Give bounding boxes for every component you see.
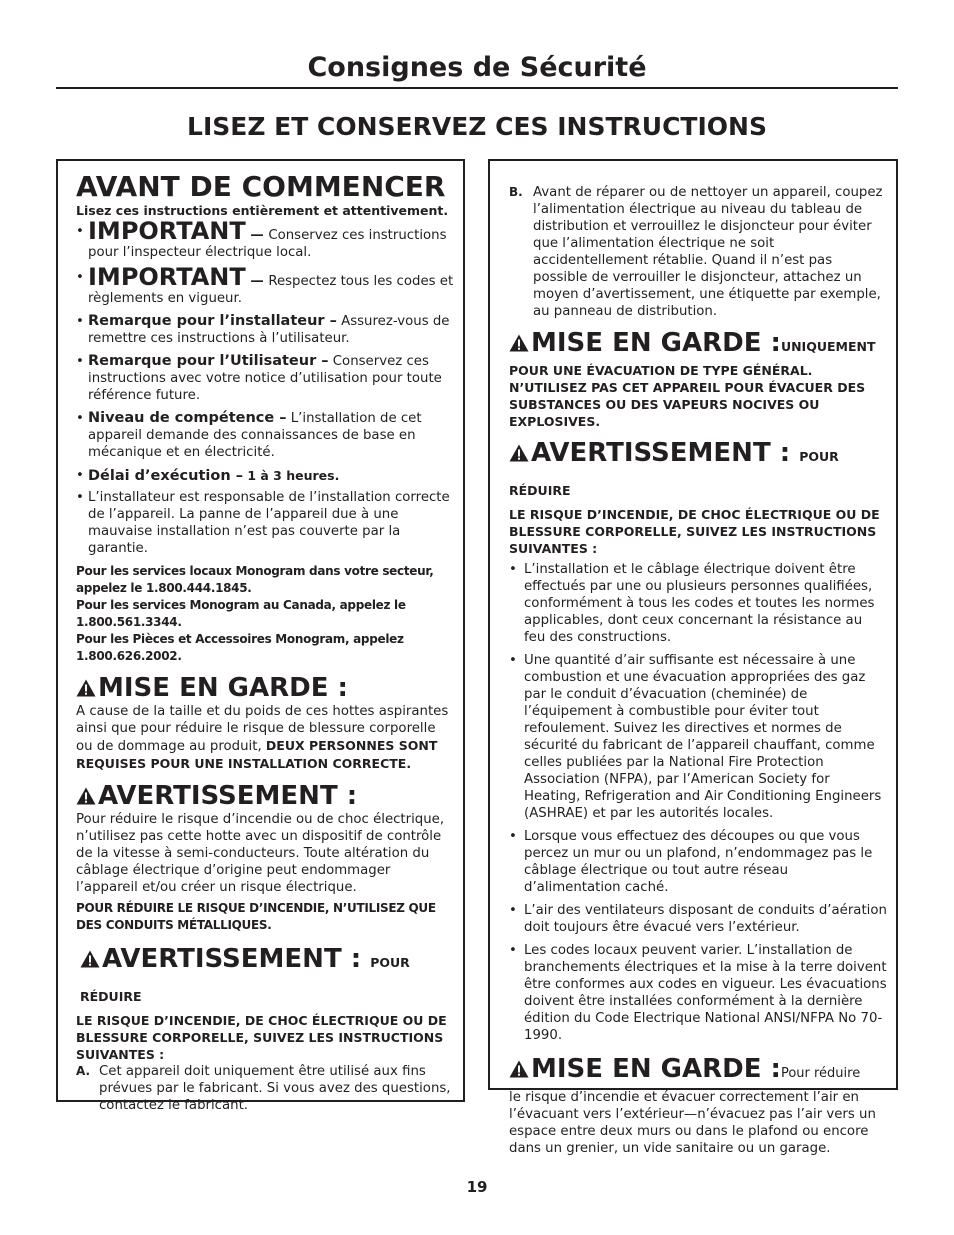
bullet-important-1: • IMPORTANT — Conservez ces instructions pour l’inspecteur électrique local. (76, 217, 447, 260)
warning-triangle-icon (76, 787, 96, 805)
bullet-important-2: • IMPORTANT — Respectez tous les codes et règlements en vigueur. (76, 263, 454, 306)
warning-text: Pour réduire le risque d’incendie ou de choc électrique, n’utilisez pas cette hotte avec un dispositif de contrôle de la vitesse à semi-conducteurs. Toute altération du câblage électrique d’origine peut endommager l’appareil et/ou créer un risque électrique. (76, 812, 445, 895)
left-column (76, 170, 454, 1114)
bullet-lead: Délai d’exécution – (88, 468, 243, 484)
warning-heading-right: AVERTISSEMENT : POUR RÉDUIRE (509, 438, 839, 498)
warning-triangle-icon (80, 950, 100, 968)
list-item: • L’air des ventilateurs disposant de conduits d’aération doit toujours être évacué vers l’extérieur. (509, 903, 887, 935)
warning-triangle-icon (76, 679, 96, 697)
bullet-installer-note: • Remarque pour l’installateur – Assurez-vous de remettre ces instructions à l’utilisateur. (76, 313, 450, 346)
list-item: • Une quantité d’air suffisante est nécessaire à une combustion et une évacuation appropriées des gaz par le conduit d’évacuation (cheminée) de l’équipement à combustible pour éviter tout refoulement. Suivez les directives et normes de sécurité du fabricant de l’appareil chauffant, comme celles publiées par la National Fire Protection Association (NFPA), par l’American Society for Heating, Refrigeration and Air Conditioning Engineers (ASHRAE) et par les autorités locales. (509, 653, 882, 821)
caution-heading-right-2: MISE EN GARDE :Pour réduire (509, 1054, 887, 1089)
service-line-local: Pour les services locaux Monogram dans votre secteur, appelez le 1.800.444.1845. (76, 564, 434, 595)
page-number: 19 (466, 1178, 488, 1196)
bullet-text: 1 à 3 heures. (242, 468, 340, 483)
warning-triangle-icon (509, 444, 529, 462)
warning-bold-text-right: LE RISQUE D’INCENDIE, DE CHOC ÉLECTRIQUE OU DE BLESSURE CORPORELLE, SUIVEZ LES INSTRUCTIONS SUIVANTES : (509, 507, 880, 556)
caution-text: A cause de la taille et du poids de ces hottes aspirantes ainsi que pour réduire le risque de blessure corporelle ou de dommage au produit, DEUX PERSONNES SONT REQUISES POUR UNE INSTALLATION CORRECTE. (76, 704, 449, 771)
instruction-item-b: B. Avant de réparer ou de nettoyer un appareil, coupez l’alimentation électrique au niveau du tableau de distribution et verrouillez le disjoncteur pour éviter que l’alimentation électrique ne soit accidentellement rétablie. Quand il n’est pas possible de verrouiller le disjoncteur, attachez un moyen d’avertissement, une étiquette par exemple, au panneau de distribution. (509, 185, 883, 319)
list-item: • Lorsque vous effectuez des découpes ou que vous percez un mur ou un plafond, n’endommagez pas le câblage électrique ou tout autre réseau d’alimentation caché. (509, 829, 873, 895)
instruction-item-a: A. Cet appareil doit uniquement être utilisé aux fins prévues par le fabricant. Si vous avez des questions, contactez le fabricant. (76, 1064, 451, 1113)
bullet-text: Respectez tous les codes et règlements en vigueur. (88, 274, 454, 306)
bullet-lead: Remarque pour l’installateur – (88, 313, 337, 329)
bullet-responsibility: • L’installateur est responsable de l’installation correcte de l’appareil. La panne de l’appareil due à une mauvaise installation n’est pas couverte par la garantie. (76, 490, 450, 556)
page-title: Consignes de Sécurité (307, 52, 647, 83)
bullet-text: Conservez ces instructions pour l’inspecteur électrique local. (88, 228, 447, 260)
bullet-text: L’installateur est responsable de l’installation correcte de l’appareil. La panne de l’appareil due à une mauvaise installation n’est pas couverte par la garantie. (88, 490, 450, 556)
warning-bold-text: POUR RÉDUIRE LE RISQUE D’INCENDIE, N’UTILISEZ QUE DES CONDUITS MÉTALLIQUES. (76, 901, 436, 932)
bullet-lead: IMPORTANT (88, 263, 246, 291)
bullet-skill-level: • Niveau de compétence – L’installation de cet appareil demande des connaissances de base en mécanique et en électricité. (76, 410, 422, 460)
bullet-text: Assurez-vous de remettre ces instructions à l’utilisateur. (88, 314, 450, 346)
warning-triangle-icon (509, 334, 529, 352)
caution-heading-right: MISE EN GARDE :UNIQUEMENT (509, 328, 887, 362)
right-column (509, 184, 887, 1157)
caution-bold-text: POUR UNE ÉVACUATION DE TYPE GÉNÉRAL. N’UTILISEZ PAS CET APPAREIL POUR ÉVACUER DES SUBSTANCES OU DES VAPEURS NOCIVES OU EXPLOSIVES. (509, 363, 866, 429)
bullet-user-note: • Remarque pour l’Utilisateur – Conservez ces instructions avec votre notice d’utilisation pour toute référence future. (76, 353, 442, 403)
section-heading: AVANT DE COMMENCER (76, 170, 446, 203)
service-line-parts: Pour les Pièces et Accessoires Monogram, appelez 1.800.626.2002. (76, 632, 404, 663)
bullet-time: • Délai d’exécution – 1 à 3 heures. (76, 468, 340, 484)
caution-heading: MISE EN GARDE : (76, 673, 454, 703)
warning-heading-2: AVERTISSEMENT : POUR RÉDUIRE (80, 944, 410, 1004)
intro-text: Lisez ces instructions entièrement et attentivement. (76, 203, 449, 218)
page-subtitle: LISEZ ET CONSERVEZ CES INSTRUCTIONS (187, 112, 767, 141)
warning-heading: AVERTISSEMENT : (76, 781, 454, 811)
list-item: • Les codes locaux peuvent varier. L’installation de branchements électriques et la mise à la terre doivent être conformes aux codes en vigueur. Les évacuations doivent être installées conformément à la dernière édition du Code Electrique National ANSI/NFPA No 70-1990. (509, 943, 887, 1043)
service-line-canada: Pour les services Monogram au Canada, appelez le 1.800.561.3344. (76, 598, 406, 629)
warning-triangle-icon (509, 1060, 529, 1078)
bullet-text: L’installation de cet appareil demande des connaissances de base en mécanique et en électricité. (88, 411, 422, 460)
list-item: • L’installation et le câblage électrique doivent être effectués par une ou plusieurs personnes qualifiées, conformément à tous les codes et toutes les normes applicables, dont ceux concernant la résistance au feu des constructions. (509, 562, 875, 645)
bullet-lead: IMPORTANT (88, 217, 246, 245)
bullet-lead: Niveau de compétence – (88, 410, 287, 426)
caution-text-right: le risque d’incendie et évacuer correctement l’air en l’évacuant vers l’extérieur—n’évacuez pas l’air vers un espace entre deux murs ou dans le plafond ou encore dans un grenier, un vide sanitaire ou un garage. (509, 1090, 876, 1156)
title-rule (56, 87, 898, 89)
bullet-text: Conservez ces instructions avec votre notice d’utilisation pour toute référence future. (88, 354, 442, 403)
warning-bold-text-2: LE RISQUE D’INCENDIE, DE CHOC ÉLECTRIQUE OU DE BLESSURE CORPORELLE, SUIVEZ LES INSTRUCTIONS SUIVANTES : (76, 1013, 447, 1062)
bullet-lead: Remarque pour l’Utilisateur – (88, 353, 329, 369)
